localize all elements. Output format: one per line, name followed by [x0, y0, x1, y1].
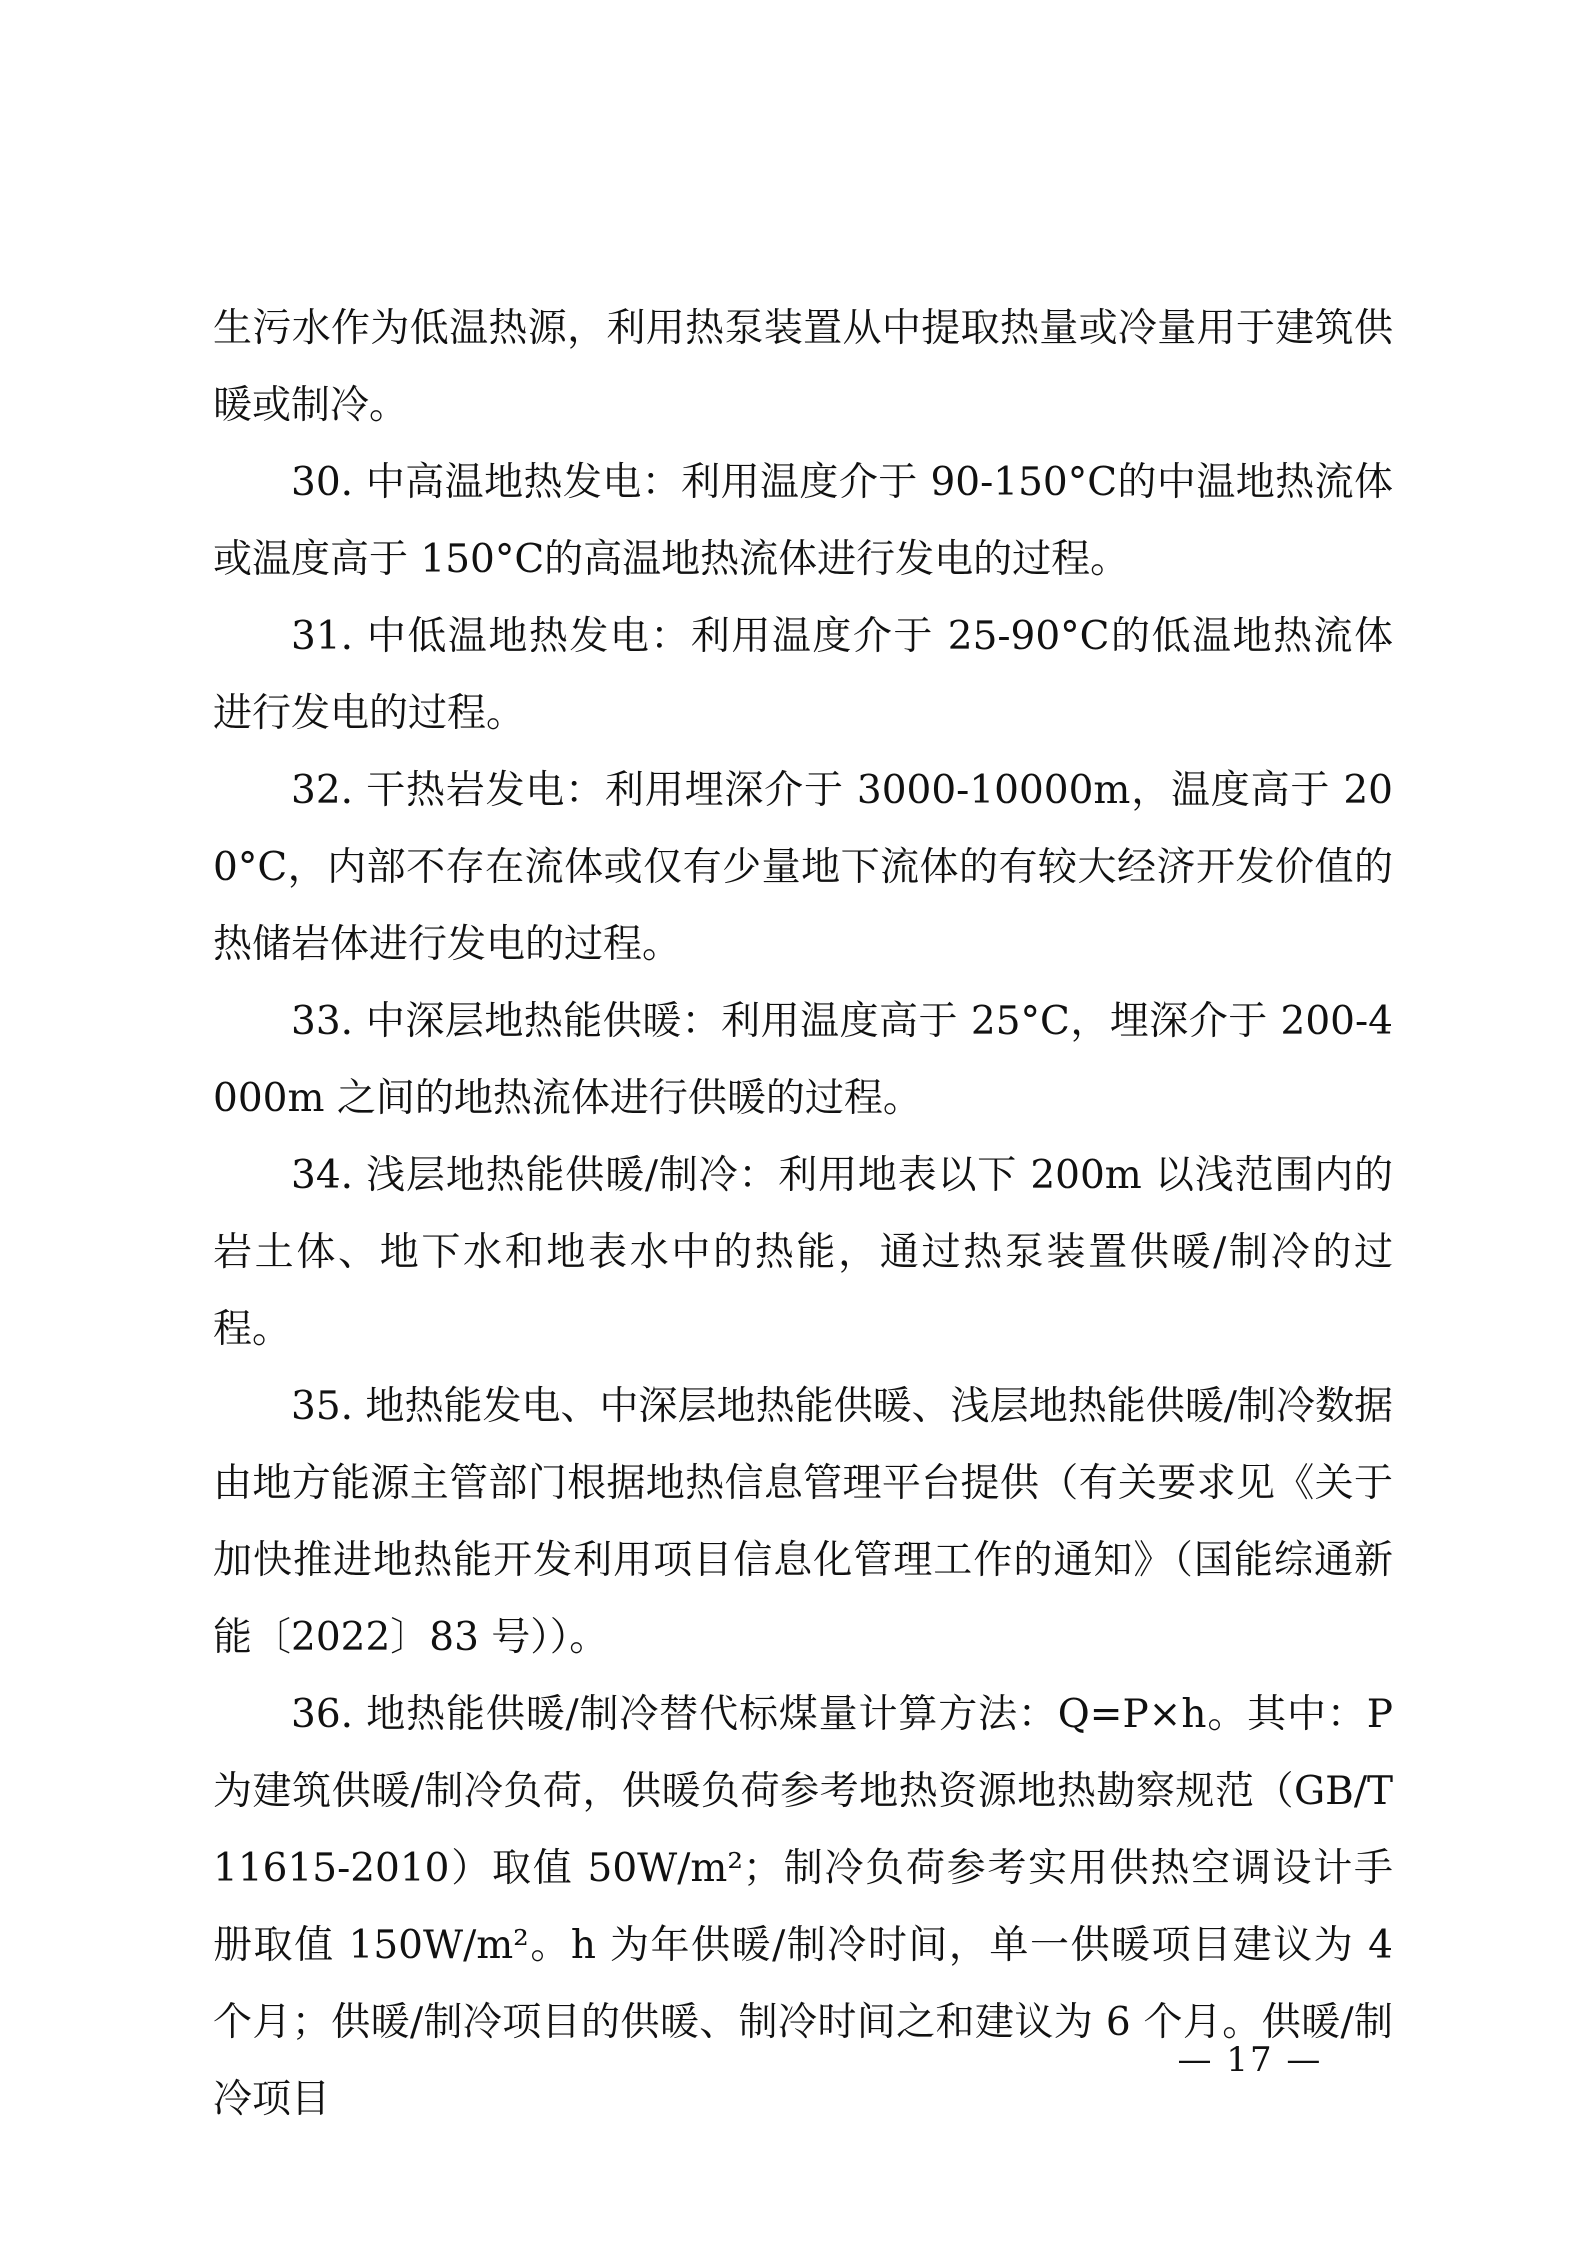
paragraph-item-33: 33. 中深层地热能供暖：利用温度高于 25°C，埋深介于 200-4000m 之间的地热流体进行供暖的过程。 — [213, 999, 1393, 1121]
body-text — [213, 290, 1393, 2138]
page-number: — 17 — — [1177, 2040, 1323, 2080]
paragraph-item-34: 34. 浅层地热能供暖/制冷：利用地表以下 200m 以浅范围内的岩土体、地下水和地表水中的热能，通过热泵装置供暖/制冷的过程。 — [213, 1153, 1393, 1352]
paragraph-item-36: 36. 地热能供暖/制冷替代标煤量计算方法：Q=P×h。其中：P 为建筑供暖/制冷负荷，供暖负荷参考地热资源地热勘察规范（GB/T 11615-2010）取值 50W/m²；制冷负荷参考实用供热空调设计手册取值 150W/m²。h 为年供暖/制冷时间，单一供暖项目建议为 4 个月；供暖/制冷项目的供暖、制冷时间之和建议为 6 个月。供暖/制冷项目 — [213, 1692, 1393, 2122]
paragraph-continuation: 生污水作为低温热源，利用热泵装置从中提取热量或冷量用于建筑供暖或制冷。 — [213, 306, 1393, 428]
paragraph-item-35: 35. 地热能发电、中深层地热能供暖、浅层地热能供暖/制冷数据由地方能源主管部门根据地热信息管理平台提供（有关要求见《关于加快推进地热能开发利用项目信息化管理工作的通知》（国能综通新能〔2022〕83 号））。 — [213, 1384, 1393, 1660]
paragraph-item-30: 30. 中高温地热发电：利用温度介于 90-150°C的中温地热流体或温度高于 150°C的高温地热流体进行发电的过程。 — [213, 460, 1393, 582]
paragraph-item-31: 31. 中低温地热发电：利用温度介于 25-90°C的低温地热流体进行发电的过程。 — [213, 614, 1393, 736]
paragraph-item-32: 32. 干热岩发电：利用埋深介于 3000-10000m，温度高于 200°C，内部不存在流体或仅有少量地下流体的有较大经济开发价值的热储岩体进行发电的过程。 — [213, 768, 1393, 967]
